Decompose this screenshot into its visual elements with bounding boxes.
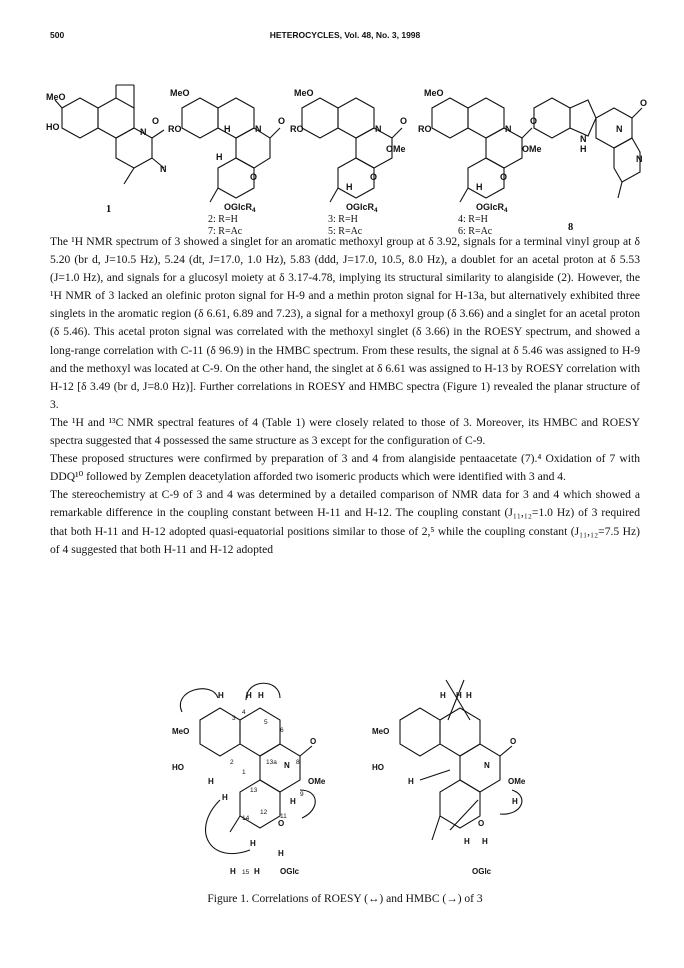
fig-r-meo: MeO	[372, 727, 390, 736]
fig-l-h-f: H	[290, 797, 296, 806]
fig-l-c4: 4	[242, 709, 246, 716]
fig-r-o1: O	[510, 737, 517, 746]
s2-o2: O	[250, 172, 258, 182]
s8-nh-h: H	[580, 144, 587, 154]
s2-n: N	[255, 124, 262, 134]
s4-meo: MeO	[424, 88, 444, 98]
fig-l-h-j: H	[278, 849, 284, 858]
fig-l-ho: HO	[172, 763, 184, 772]
s2-cap1: 2: R=H	[208, 214, 238, 225]
fig-l-n: N	[284, 761, 290, 770]
fig-l-h-d: H	[208, 777, 214, 786]
fig-l-c12: 12	[260, 809, 268, 816]
fig-l-c14: 14	[242, 815, 250, 822]
s3-oglc: OGlcR$_4$	[346, 202, 378, 214]
s4-n: N	[505, 124, 512, 134]
s3-cap2: 5: R=Ac	[328, 226, 363, 237]
s4-h: H	[476, 182, 483, 192]
paragraph-4: The stereochemistry at C-9 of 3 and 4 was determined by a detailed comparison of NMR data for 3 and 4 which showed a remarkable difference in the coupling constant between H-11 and H-12. The coupling constant (J₁₁,₁₂=1.0 Hz) of 3 required that both H-11 and H-12 adopted quasi-equatorial positions similar to those of 2,⁵ while the coupling constant (J₁₁,₁₂=7.5 Hz) of 4 suggested that both H-11 and H-12 adopted	[50, 488, 640, 556]
page-number: 500	[50, 30, 65, 40]
s8-o: O	[640, 98, 648, 108]
fig-l-c11: 11	[280, 813, 287, 820]
fig-l-c1: 1	[242, 769, 246, 776]
fig-l-c5: 5	[264, 719, 268, 726]
figure-1-diagram	[150, 660, 550, 900]
fig-l-h-g: H	[250, 839, 256, 848]
fig-l-h-e: H	[222, 793, 228, 802]
journal-title: HETEROCYCLES, Vol. 48, No. 3, 1998	[269, 30, 421, 40]
fig-r-ho: HO	[372, 763, 384, 772]
s2-ro: RO	[168, 124, 182, 134]
s2-o1: O	[278, 116, 286, 126]
fig-r-h-b: H	[456, 691, 462, 700]
s4-oglc: OGlcR$_4$	[476, 202, 508, 214]
s3-cap1: 3: R=H	[328, 214, 358, 225]
fig-l-c13: 13	[250, 787, 258, 794]
fig-l-o2: O	[278, 819, 285, 828]
s8-label: 8	[568, 222, 574, 233]
fig-r-h-d: H	[408, 777, 414, 786]
fig-l-c8: 8	[296, 759, 300, 766]
s1-label: 1	[106, 204, 112, 215]
fig-l-h-i: H	[254, 867, 260, 876]
s3-ome: OMe	[386, 144, 406, 154]
fig-l-oglc: OGlc	[280, 867, 300, 876]
s2-meo: MeO	[170, 88, 190, 98]
paragraph-3: These proposed structures were confirmed by preparation of 3 and 4 from alangiside pentaacetate (7).⁴ Oxidation of 7 with DDQ¹⁰ followed by Zemplen deacetylation afforded two isomeric products which were identified with 3 and 4.	[50, 452, 640, 484]
s2-oglc: OGlcR$_4$	[224, 202, 256, 214]
s8-nh-n: N	[580, 134, 587, 144]
fig-l-h-a: H	[218, 691, 224, 700]
s8-n1: N	[616, 124, 623, 134]
fig-l-c2: 2	[230, 759, 234, 766]
s2-h2: H	[216, 152, 223, 162]
s1-o: O	[152, 116, 160, 126]
fig-r-h-f: H	[464, 837, 470, 846]
s3-meo: MeO	[294, 88, 314, 98]
s3-ro: RO	[290, 124, 304, 134]
fig-r-n: N	[484, 761, 490, 770]
s4-cap2: 6: R=Ac	[458, 226, 493, 237]
fig-r-o2: O	[478, 819, 485, 828]
fig-r-ome: OMe	[508, 777, 526, 786]
fig-l-c15: 15	[242, 869, 250, 876]
fig-l-ome: OMe	[308, 777, 326, 786]
fig-l-h-c: H	[258, 691, 264, 700]
figure-caption: Figure 1. Correlations of ROESY (↔) and HMBC (→) of 3	[207, 893, 483, 905]
s2-cap2: 7: R=Ac	[208, 226, 243, 237]
s4-o2: O	[500, 172, 508, 182]
s3-o1: O	[400, 116, 408, 126]
s4-ro: RO	[418, 124, 432, 134]
s3-h: H	[346, 182, 353, 192]
fig-r-h-c: H	[466, 691, 472, 700]
fig-l-c9: 9	[300, 791, 304, 798]
s4-cap1: 4: R=H	[458, 214, 488, 225]
paragraph-1: The ¹H NMR spectrum of 3 showed a singlet for an aromatic methoxyl group at δ 3.92, signals for a terminal vinyl group at δ 5.20 (br d, J=10.5 Hz), 5.24 (dt, J=17.0, 1.0 Hz), 5.83 (ddd, J=17.0, 10.5, 8.0 Hz), a doublet for an acetal proton at δ 5.53 (J=1.0 Hz), and signals for a glucosyl moiety at δ 3.17-4.78, implying its structural similarity to alangiside (2). However, the ¹H NMR of 3 lacked an olefinic proton signal for H-9 and a methin proton signal for H-13a, but alternatively exhibited three singlets in the aromatic region (δ 6.61, 6.89 and 7.23), a signal for a methoxyl group (δ 3.66) and a singlet for an acetal proton (δ 5.46). This acetal proton signal was correlated with the methoxyl singlet (δ 3.66) in the ROESY spectrum, and showed a long-range correlation with C-11 (δ 96.9) in the HMBC spectrum. From these results, the signal at δ 5.46 was assigned to H-9 and the methoxyl was located at C-9. On the other hand, the singlet at δ 6.61 was assigned to H-13 by ROESY correlation with H-12 [δ 3.49 (br d, J=8.0 Hz)]. Further correlations in ROESY and HMBC spectra (Figure 1) revealed the planar structure of 3.	[50, 235, 640, 411]
page-header	[50, 30, 640, 44]
s3-n: N	[375, 124, 382, 134]
fig-r-h-e: H	[512, 797, 518, 806]
s2-h1: H	[224, 124, 231, 134]
fig-r-h-g: H	[482, 837, 488, 846]
fig-l-c13a: 13a	[266, 759, 277, 766]
fig-l-c6: 6	[280, 727, 284, 734]
s1-n: N	[140, 127, 147, 137]
fig-r-h-a: H	[440, 691, 446, 700]
s8-n2: N	[636, 154, 643, 164]
s4-o1: O	[530, 116, 538, 126]
chemical-structures	[40, 80, 650, 237]
s3-o2: O	[370, 172, 378, 182]
s1-ho: HO	[46, 122, 60, 132]
fig-l-h-b: H	[246, 691, 252, 700]
s1-meo: MeO	[46, 92, 66, 102]
fig-l-c3: 3	[232, 715, 236, 722]
main-text	[50, 233, 640, 559]
s4-ome: OMe	[522, 144, 542, 154]
fig-l-h-h: H	[230, 867, 236, 876]
fig-l-o1: O	[310, 737, 317, 746]
fig-r-oglc: OGlc	[472, 867, 492, 876]
s1-n2: N	[160, 164, 167, 174]
fig-l-meo: MeO	[172, 727, 190, 736]
paragraph-2: The ¹H and ¹³C NMR spectral features of 4 (Table 1) were closely related to those of 3. Moreover, its HMBC and ROESY spectra suggested that 4 possessed the same structure as 3 except for the configuration of C-9.	[50, 415, 640, 448]
